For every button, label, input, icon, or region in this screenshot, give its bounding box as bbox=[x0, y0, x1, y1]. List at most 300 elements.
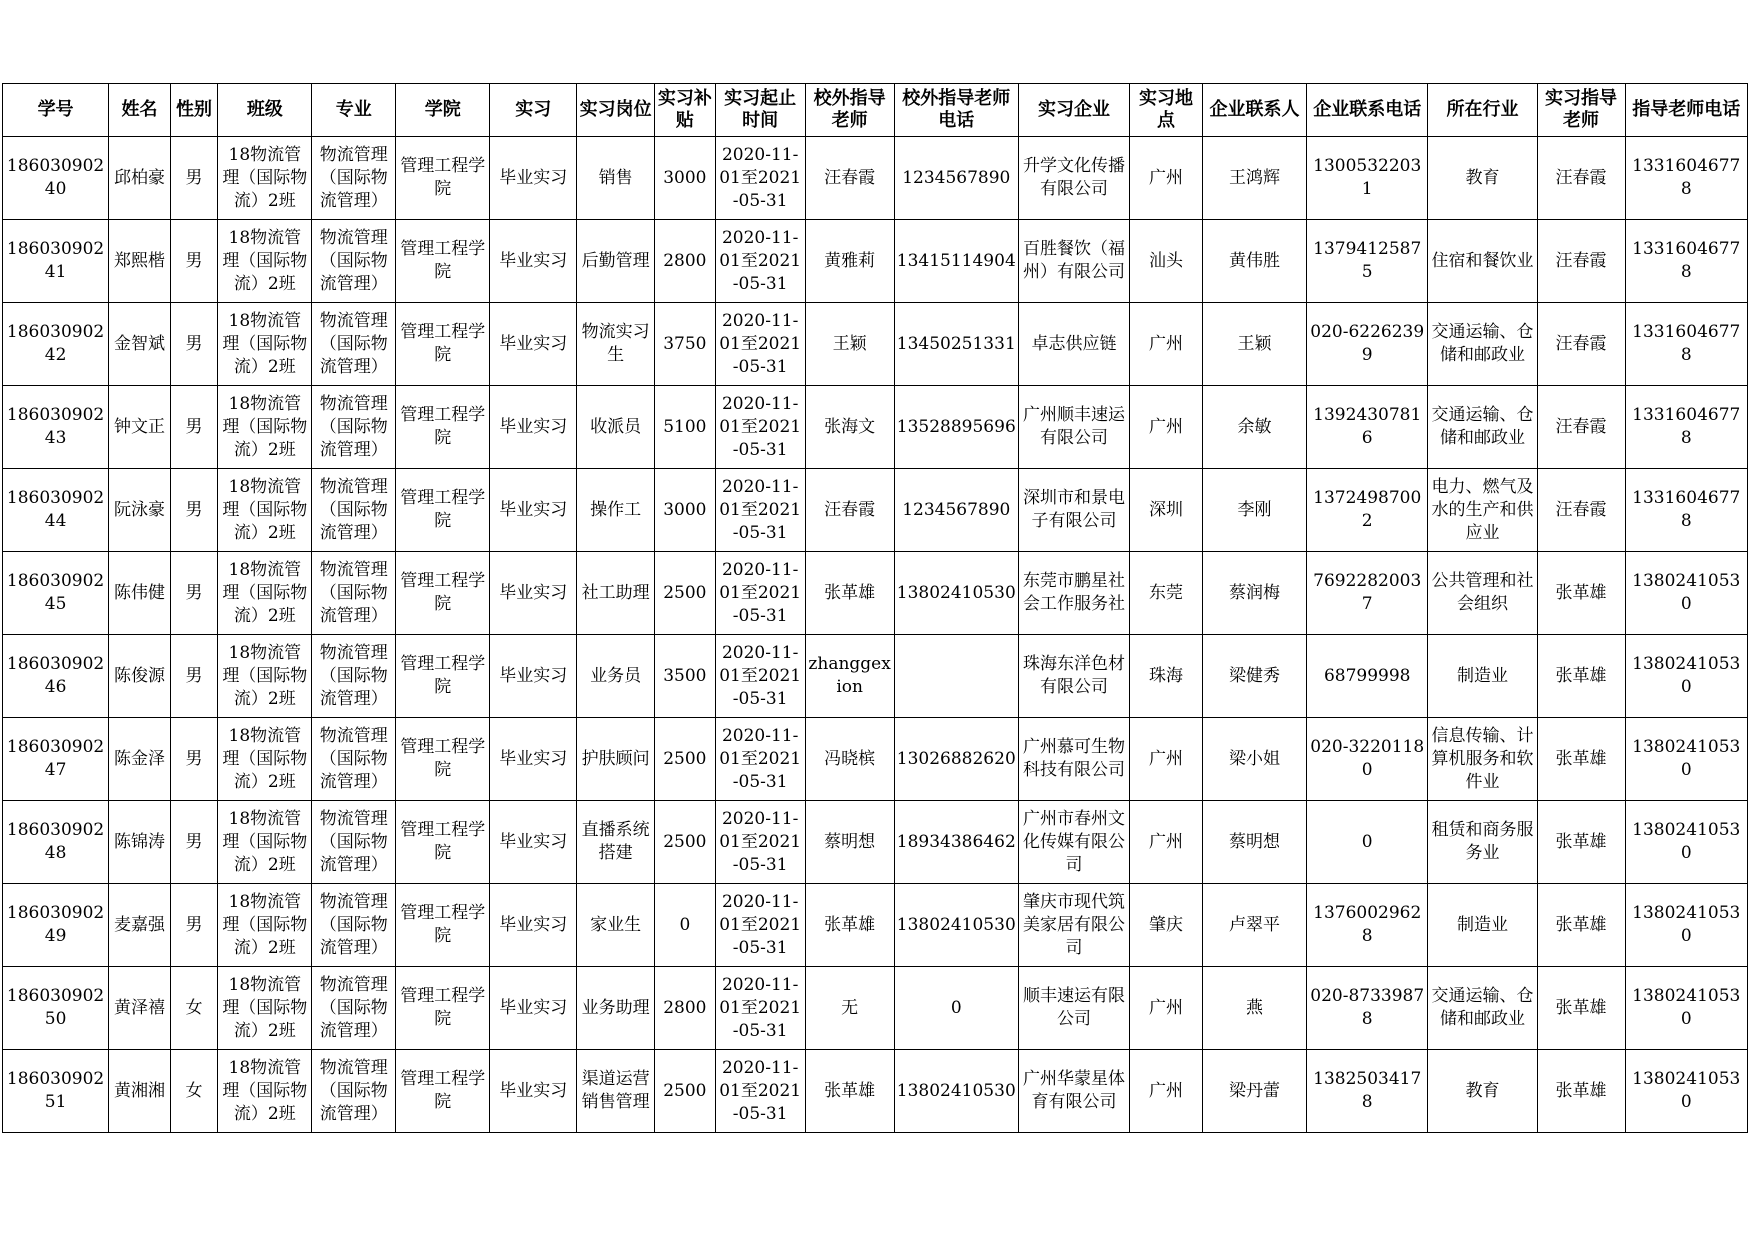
cell-name bbox=[109, 303, 171, 386]
cell-text: 管理工程学院 bbox=[400, 820, 486, 863]
cell-text: 2020-11-01至2021-05-31 bbox=[719, 227, 802, 294]
cell-industry bbox=[1428, 220, 1537, 303]
cell-company-contact bbox=[1202, 220, 1306, 303]
cell-text: 梁丹蕾 bbox=[1229, 1080, 1280, 1101]
cell-text: 女 bbox=[185, 1080, 203, 1101]
cell-internship bbox=[490, 220, 577, 303]
cell-text: 蔡润梅 bbox=[1229, 582, 1280, 603]
cell-external-mentor-phone bbox=[894, 635, 1018, 718]
cell-period bbox=[715, 884, 805, 967]
cell-text: 2500 bbox=[663, 831, 707, 852]
cell-mentor-phone bbox=[1625, 386, 1747, 469]
cell-company bbox=[1018, 220, 1129, 303]
cell-text: 毕业实习 bbox=[499, 997, 568, 1018]
cell-text: 68799998 bbox=[1323, 665, 1411, 686]
cell-location bbox=[1130, 801, 1203, 884]
cell-text: 13316046778 bbox=[1632, 405, 1741, 448]
cell-text: 物流管理（国际物流管理） bbox=[319, 476, 388, 543]
cell-gender bbox=[170, 469, 218, 552]
cell-industry bbox=[1428, 386, 1537, 469]
cell-gender bbox=[170, 884, 218, 967]
cell-mentor-phone bbox=[1625, 884, 1747, 967]
cell-text: 76922820037 bbox=[1313, 571, 1422, 614]
cell-position bbox=[577, 386, 655, 469]
cell-company bbox=[1018, 635, 1129, 718]
cell-student-id bbox=[3, 137, 109, 220]
cell-external-mentor bbox=[805, 967, 894, 1050]
cell-text: 13026882620 bbox=[896, 748, 1016, 769]
cell-name bbox=[109, 552, 171, 635]
cell-company bbox=[1018, 386, 1129, 469]
cell-internship-mentor bbox=[1537, 1050, 1625, 1133]
cell-text: 陈俊源 bbox=[113, 665, 165, 686]
cell-student-id bbox=[3, 635, 109, 718]
cell-internship bbox=[490, 303, 577, 386]
cell-company bbox=[1018, 469, 1129, 552]
cell-text: 13316046778 bbox=[1632, 488, 1741, 531]
cell-college bbox=[396, 884, 490, 967]
cell-text: 2020-11-01至2021-05-31 bbox=[719, 808, 802, 875]
cell-name bbox=[109, 718, 171, 801]
cell-gender bbox=[170, 220, 218, 303]
header-subsidy: 实习补贴 bbox=[655, 84, 716, 137]
cell-external-mentor-phone bbox=[894, 884, 1018, 967]
cell-company-phone bbox=[1307, 552, 1428, 635]
cell-gender bbox=[170, 303, 218, 386]
cell-student-id bbox=[3, 220, 109, 303]
cell-text: 管理工程学院 bbox=[400, 1069, 486, 1112]
cell-text: 2800 bbox=[663, 997, 707, 1018]
cell-external-mentor-phone bbox=[894, 1050, 1018, 1133]
cell-location bbox=[1130, 635, 1203, 718]
cell-company-phone bbox=[1307, 386, 1428, 469]
cell-class bbox=[218, 303, 312, 386]
cell-student-id bbox=[3, 884, 109, 967]
cell-external-mentor bbox=[805, 469, 894, 552]
cell-gender bbox=[170, 1050, 218, 1133]
cell-text: 18603090241 bbox=[6, 239, 105, 282]
cell-location bbox=[1130, 220, 1203, 303]
cell-external-mentor bbox=[805, 801, 894, 884]
cell-text: 毕业实习 bbox=[499, 250, 568, 271]
cell-major bbox=[312, 303, 396, 386]
cell-subsidy bbox=[655, 718, 716, 801]
table-row bbox=[3, 1050, 1748, 1133]
header-class: 班级 bbox=[218, 84, 312, 137]
cell-text: 肇庆 bbox=[1149, 914, 1184, 935]
cell-text: 18603090242 bbox=[6, 322, 105, 365]
cell-gender bbox=[170, 635, 218, 718]
cell-text: 女 bbox=[185, 997, 203, 1018]
cell-subsidy bbox=[655, 386, 716, 469]
cell-text: 王鸿辉 bbox=[1229, 167, 1280, 188]
cell-name bbox=[109, 884, 171, 967]
cell-subsidy bbox=[655, 1050, 716, 1133]
cell-name bbox=[109, 801, 171, 884]
cell-name bbox=[109, 386, 171, 469]
cell-text: 黄泽禧 bbox=[113, 997, 165, 1018]
cell-gender bbox=[170, 386, 218, 469]
cell-text: 2020-11-01至2021-05-31 bbox=[719, 725, 802, 792]
cell-text: 2020-11-01至2021-05-31 bbox=[719, 1057, 802, 1124]
cell-text: 13802410530 bbox=[1632, 820, 1741, 863]
cell-text: 13724987002 bbox=[1313, 488, 1422, 531]
cell-industry bbox=[1428, 967, 1537, 1050]
cell-text: 电力、燃气及水的生产和供应业 bbox=[1431, 476, 1534, 543]
cell-position bbox=[577, 635, 655, 718]
cell-text: 业务员 bbox=[590, 665, 642, 686]
cell-industry bbox=[1428, 1050, 1537, 1133]
cell-external-mentor bbox=[805, 137, 894, 220]
cell-text: 3000 bbox=[663, 167, 707, 188]
cell-text: 毕业实习 bbox=[499, 499, 568, 520]
cell-company bbox=[1018, 1050, 1129, 1133]
cell-text: 毕业实习 bbox=[499, 582, 568, 603]
table-row bbox=[3, 386, 1748, 469]
cell-text: 广州 bbox=[1149, 748, 1184, 769]
cell-text: 毕业实习 bbox=[499, 167, 568, 188]
cell-internship bbox=[490, 469, 577, 552]
cell-company-contact bbox=[1202, 386, 1306, 469]
cell-text: 毕业实习 bbox=[499, 914, 568, 935]
table-row bbox=[3, 220, 1748, 303]
header-row bbox=[3, 84, 1748, 137]
cell-text: 冯晓槟 bbox=[824, 748, 876, 769]
cell-mentor-phone bbox=[1625, 303, 1747, 386]
cell-text: 顺丰速运有限公司 bbox=[1023, 986, 1126, 1029]
table-row bbox=[3, 303, 1748, 386]
cell-company-phone bbox=[1307, 137, 1428, 220]
cell-period bbox=[715, 801, 805, 884]
cell-period bbox=[715, 386, 805, 469]
cell-company bbox=[1018, 884, 1129, 967]
cell-company bbox=[1018, 137, 1129, 220]
table-row bbox=[3, 718, 1748, 801]
cell-text: 男 bbox=[185, 582, 203, 603]
cell-text: 020-62262399 bbox=[1310, 322, 1425, 365]
cell-text: 汕头 bbox=[1149, 250, 1184, 271]
cell-text: 麦嘉强 bbox=[113, 914, 165, 935]
cell-mentor-phone bbox=[1625, 220, 1747, 303]
cell-text: 13802410530 bbox=[1632, 986, 1741, 1029]
cell-internship-mentor bbox=[1537, 801, 1625, 884]
cell-external-mentor bbox=[805, 552, 894, 635]
cell-class bbox=[218, 967, 312, 1050]
cell-class bbox=[218, 386, 312, 469]
cell-text: 3500 bbox=[663, 665, 707, 686]
cell-industry bbox=[1428, 552, 1537, 635]
cell-major bbox=[312, 635, 396, 718]
cell-text: 教育 bbox=[1465, 167, 1500, 188]
cell-text: 李刚 bbox=[1237, 499, 1272, 520]
cell-student-id bbox=[3, 386, 109, 469]
cell-text: 信息传输、计算机服务和软件业 bbox=[1431, 725, 1534, 792]
cell-text: 2020-11-01至2021-05-31 bbox=[719, 144, 802, 211]
cell-company-phone bbox=[1307, 718, 1428, 801]
cell-text: 18603090250 bbox=[6, 986, 105, 1029]
cell-mentor-phone bbox=[1625, 137, 1747, 220]
cell-text: 男 bbox=[185, 831, 203, 852]
cell-text: 18物流管理（国际物流）2班 bbox=[222, 144, 308, 211]
cell-college bbox=[396, 967, 490, 1050]
cell-company-contact bbox=[1202, 469, 1306, 552]
cell-text: 13760029628 bbox=[1313, 903, 1422, 946]
cell-name bbox=[109, 469, 171, 552]
cell-text: 男 bbox=[185, 914, 203, 935]
cell-text: 交通运输、仓储和邮政业 bbox=[1431, 322, 1534, 365]
cell-text: 13802410530 bbox=[896, 1080, 1016, 1101]
cell-text: 张革雄 bbox=[824, 1080, 876, 1101]
cell-text: 张革雄 bbox=[1555, 1080, 1607, 1101]
cell-mentor-phone bbox=[1625, 718, 1747, 801]
cell-external-mentor-phone bbox=[894, 469, 1018, 552]
cell-position bbox=[577, 1050, 655, 1133]
cell-industry bbox=[1428, 137, 1537, 220]
cell-name bbox=[109, 1050, 171, 1133]
cell-text: 管理工程学院 bbox=[400, 903, 486, 946]
cell-text: 13802410530 bbox=[1632, 737, 1741, 780]
table-row bbox=[3, 884, 1748, 967]
cell-internship bbox=[490, 884, 577, 967]
cell-text: 毕业实习 bbox=[499, 1080, 568, 1101]
cell-text: 管理工程学院 bbox=[400, 322, 486, 365]
cell-external-mentor bbox=[805, 386, 894, 469]
cell-text: 1234567890 bbox=[902, 167, 1011, 188]
cell-external-mentor bbox=[805, 884, 894, 967]
cell-text: 深圳 bbox=[1149, 499, 1184, 520]
cell-company bbox=[1018, 801, 1129, 884]
cell-text: 5100 bbox=[663, 416, 707, 437]
cell-company-phone bbox=[1307, 967, 1428, 1050]
cell-industry bbox=[1428, 469, 1537, 552]
cell-text: 百胜餐饮（福州）有限公司 bbox=[1023, 239, 1126, 282]
cell-text: 汪春霞 bbox=[824, 167, 876, 188]
cell-company-phone bbox=[1307, 220, 1428, 303]
table-row bbox=[3, 967, 1748, 1050]
cell-text: 广州 bbox=[1149, 167, 1184, 188]
header-company: 实习企业 bbox=[1018, 84, 1129, 137]
cell-text: 管理工程学院 bbox=[400, 488, 486, 531]
cell-text: 王颖 bbox=[1237, 333, 1272, 354]
cell-subsidy bbox=[655, 967, 716, 1050]
cell-company-phone bbox=[1307, 303, 1428, 386]
cell-text: 汪春霞 bbox=[1555, 250, 1607, 271]
table-row bbox=[3, 137, 1748, 220]
cell-internship bbox=[490, 137, 577, 220]
cell-position bbox=[577, 801, 655, 884]
cell-text: 邱柏豪 bbox=[113, 167, 165, 188]
cell-company-contact bbox=[1202, 1050, 1306, 1133]
cell-class bbox=[218, 718, 312, 801]
cell-text: 物流管理（国际物流管理） bbox=[319, 559, 388, 626]
cell-text: 公共管理和社会组织 bbox=[1431, 571, 1534, 614]
cell-text: 珠海 bbox=[1149, 665, 1184, 686]
cell-class bbox=[218, 220, 312, 303]
cell-location bbox=[1130, 469, 1203, 552]
cell-text: 张革雄 bbox=[1555, 582, 1607, 603]
cell-industry bbox=[1428, 635, 1537, 718]
cell-text: 物流管理（国际物流管理） bbox=[319, 808, 388, 875]
cell-mentor-phone bbox=[1625, 635, 1747, 718]
cell-class bbox=[218, 1050, 312, 1133]
header-external-mentor-phone: 校外指导老师电话 bbox=[894, 84, 1018, 137]
cell-mentor-phone bbox=[1625, 967, 1747, 1050]
header-location: 实习地点 bbox=[1130, 84, 1203, 137]
cell-text: 2020-11-01至2021-05-31 bbox=[719, 393, 802, 460]
cell-text: 张革雄 bbox=[824, 582, 876, 603]
cell-text: 男 bbox=[185, 499, 203, 520]
cell-mentor-phone bbox=[1625, 469, 1747, 552]
header-gender: 性别 bbox=[170, 84, 218, 137]
cell-class bbox=[218, 801, 312, 884]
cell-position bbox=[577, 303, 655, 386]
cell-text: 18物流管理（国际物流）2班 bbox=[222, 310, 308, 377]
table-row bbox=[3, 469, 1748, 552]
cell-company-contact bbox=[1202, 303, 1306, 386]
internship-roster-sheet bbox=[2, 83, 1748, 1133]
cell-text: 13794125875 bbox=[1313, 239, 1422, 282]
cell-text: 广州 bbox=[1149, 416, 1184, 437]
cell-text: 卢翠平 bbox=[1229, 914, 1280, 935]
header-period: 实习起止时间 bbox=[715, 84, 805, 137]
cell-external-mentor bbox=[805, 635, 894, 718]
header-industry: 所在行业 bbox=[1428, 84, 1537, 137]
cell-text: 陈伟健 bbox=[113, 582, 165, 603]
cell-text: 业务助理 bbox=[581, 997, 650, 1018]
cell-company-phone bbox=[1307, 635, 1428, 718]
cell-external-mentor-phone bbox=[894, 137, 1018, 220]
cell-subsidy bbox=[655, 469, 716, 552]
cell-location bbox=[1130, 386, 1203, 469]
cell-text: 男 bbox=[185, 665, 203, 686]
cell-company-phone bbox=[1307, 1050, 1428, 1133]
header-internship-mentor: 实习指导老师 bbox=[1537, 84, 1625, 137]
cell-major bbox=[312, 718, 396, 801]
cell-college bbox=[396, 220, 490, 303]
header-mentor-phone: 指导老师电话 bbox=[1625, 84, 1747, 137]
cell-subsidy bbox=[655, 552, 716, 635]
cell-industry bbox=[1428, 884, 1537, 967]
cell-text: 广州 bbox=[1149, 1080, 1184, 1101]
cell-text: 2500 bbox=[663, 1080, 707, 1101]
cell-text: 3000 bbox=[663, 499, 707, 520]
cell-location bbox=[1130, 967, 1203, 1050]
header-position: 实习岗位 bbox=[577, 84, 655, 137]
cell-company bbox=[1018, 552, 1129, 635]
cell-text: 13316046778 bbox=[1632, 239, 1741, 282]
cell-name bbox=[109, 137, 171, 220]
cell-period bbox=[715, 220, 805, 303]
cell-text: 18物流管理（国际物流）2班 bbox=[222, 1057, 308, 1124]
cell-student-id bbox=[3, 469, 109, 552]
cell-text: 直播系统搭建 bbox=[581, 820, 650, 863]
cell-text: 蔡明想 bbox=[1229, 831, 1280, 852]
cell-text: 18物流管理（国际物流）2班 bbox=[222, 393, 308, 460]
cell-text: 13802410530 bbox=[1632, 571, 1741, 614]
cell-text: 张革雄 bbox=[824, 914, 876, 935]
cell-text: 物流管理（国际物流管理） bbox=[319, 642, 388, 709]
cell-text: 广州华蒙星体育有限公司 bbox=[1023, 1069, 1126, 1112]
cell-mentor-phone bbox=[1625, 801, 1747, 884]
cell-text: 男 bbox=[185, 250, 203, 271]
cell-company-contact bbox=[1202, 552, 1306, 635]
cell-college bbox=[396, 801, 490, 884]
cell-internship-mentor bbox=[1537, 386, 1625, 469]
header-name: 姓名 bbox=[109, 84, 171, 137]
cell-text: 物流管理（国际物流管理） bbox=[319, 310, 388, 377]
header-internship: 实习 bbox=[490, 84, 577, 137]
cell-text: 毕业实习 bbox=[499, 665, 568, 686]
cell-college bbox=[396, 386, 490, 469]
cell-college bbox=[396, 303, 490, 386]
cell-text: 东莞市鹏星社会工作服务社 bbox=[1023, 571, 1126, 614]
cell-internship-mentor bbox=[1537, 967, 1625, 1050]
cell-text: 管理工程学院 bbox=[400, 156, 486, 199]
cell-company-contact bbox=[1202, 801, 1306, 884]
header-major: 专业 bbox=[312, 84, 396, 137]
cell-text: 黄雅莉 bbox=[824, 250, 876, 271]
internship-roster-table bbox=[2, 83, 1748, 1133]
table-row bbox=[3, 801, 1748, 884]
cell-student-id bbox=[3, 303, 109, 386]
cell-text: 郑熙楷 bbox=[113, 250, 165, 271]
cell-company bbox=[1018, 718, 1129, 801]
cell-text: 陈锦涛 bbox=[113, 831, 165, 852]
cell-text: 毕业实习 bbox=[499, 748, 568, 769]
cell-period bbox=[715, 967, 805, 1050]
cell-text: 升学文化传播有限公司 bbox=[1023, 156, 1126, 199]
cell-external-mentor bbox=[805, 303, 894, 386]
cell-text: 0 bbox=[679, 914, 691, 935]
cell-internship-mentor bbox=[1537, 137, 1625, 220]
cell-text: 2500 bbox=[663, 748, 707, 769]
cell-text: 交通运输、仓储和邮政业 bbox=[1431, 986, 1534, 1029]
cell-text: 18603090248 bbox=[6, 820, 105, 863]
cell-text: 管理工程学院 bbox=[400, 405, 486, 448]
cell-company-contact bbox=[1202, 967, 1306, 1050]
cell-text: 18603090251 bbox=[6, 1069, 105, 1112]
cell-student-id bbox=[3, 552, 109, 635]
cell-company-contact bbox=[1202, 137, 1306, 220]
cell-major bbox=[312, 386, 396, 469]
cell-text: 18物流管理（国际物流）2班 bbox=[222, 476, 308, 543]
cell-external-mentor-phone bbox=[894, 303, 1018, 386]
cell-text: 护肤顾问 bbox=[581, 748, 650, 769]
cell-external-mentor-phone bbox=[894, 220, 1018, 303]
cell-text: 黄伟胜 bbox=[1229, 250, 1280, 271]
cell-text: 卓志供应链 bbox=[1031, 333, 1117, 354]
cell-subsidy bbox=[655, 303, 716, 386]
cell-text: 18603090249 bbox=[6, 903, 105, 946]
cell-text: 020-87339878 bbox=[1310, 986, 1425, 1029]
cell-text: 黄湘湘 bbox=[113, 1080, 165, 1101]
cell-external-mentor-phone bbox=[894, 801, 1018, 884]
cell-external-mentor bbox=[805, 1050, 894, 1133]
cell-student-id bbox=[3, 1050, 109, 1133]
cell-company-contact bbox=[1202, 718, 1306, 801]
cell-text: 深圳市和景电子有限公司 bbox=[1023, 488, 1126, 531]
cell-text: 3750 bbox=[663, 333, 707, 354]
cell-college bbox=[396, 137, 490, 220]
cell-company-phone bbox=[1307, 884, 1428, 967]
cell-text: 男 bbox=[185, 333, 203, 354]
cell-text: 物流管理（国际物流管理） bbox=[319, 144, 388, 211]
cell-external-mentor-phone bbox=[894, 552, 1018, 635]
cell-text: 物流管理（国际物流管理） bbox=[319, 891, 388, 958]
cell-internship-mentor bbox=[1537, 220, 1625, 303]
cell-text: 汪春霞 bbox=[1555, 499, 1607, 520]
cell-text: 销售 bbox=[598, 167, 633, 188]
